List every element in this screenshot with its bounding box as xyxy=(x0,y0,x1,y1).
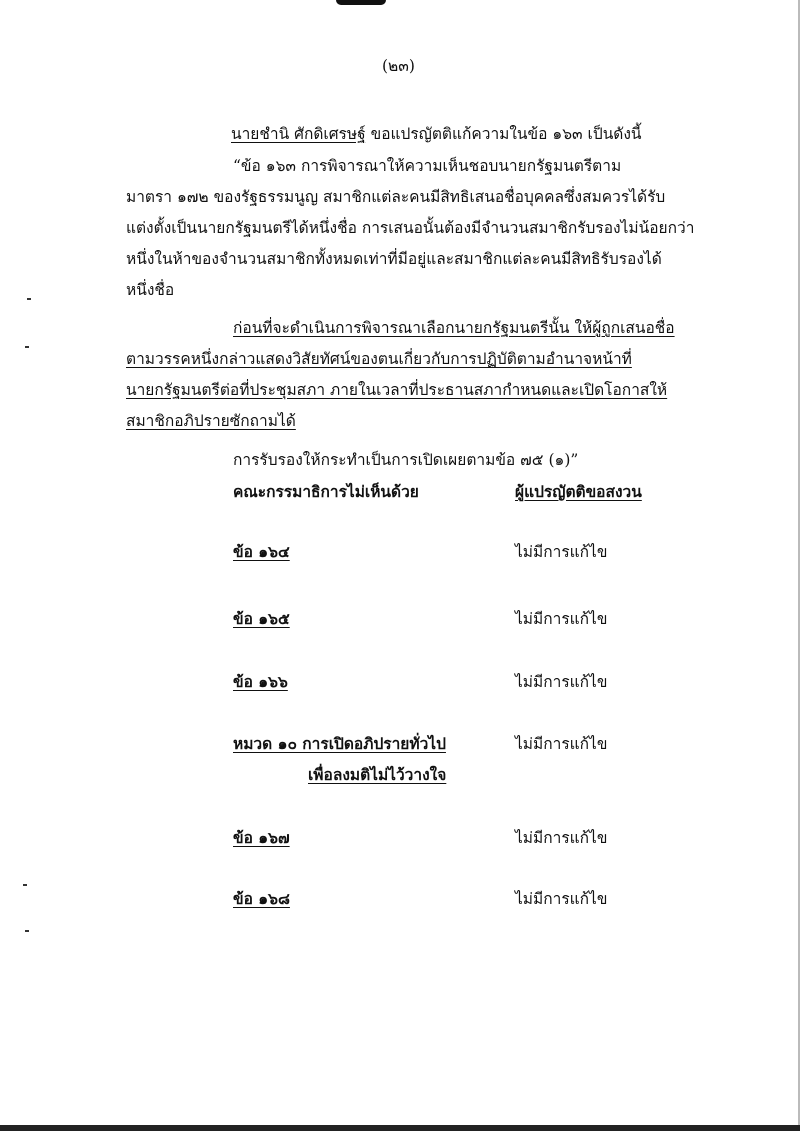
clause-163-line-4: หนึ่งในห้าของจำนวนสมาชิกทั้งหมดเท่าที่มีอยู่และสมาชิกแต่ละคนมีสิทธิรับรองได้ xyxy=(126,250,662,268)
row-clause-167: ข้อ ๑๖๗ xyxy=(233,828,290,847)
scan-speck xyxy=(23,884,27,886)
clause-163-para3: การรับรองให้กระทำเป็นการเปิดเผยตามข้อ ๗๕ (๑)” xyxy=(233,451,579,469)
clause-163-para2-line-2: ตามวรรคหนึ่งกล่าวแสดงวิสัยทัศน์ของตนเกี่ยวกับการปฏิบัติตามอำนาจหน้าที่ xyxy=(126,350,632,368)
row-clause-165-status: ไม่มีการแก้ไข xyxy=(515,610,608,628)
clause-163-line-3: แต่งตั้งเป็นนายกรัฐมนตรีได้หนึ่งชื่อ การเสนอนั้นต้องมีจำนวนสมาชิกรับรองไม่น้อยกว่า xyxy=(126,219,695,237)
page-number: (๒๓) xyxy=(382,57,415,75)
row-clause-164-status: ไม่มีการแก้ไข xyxy=(515,543,608,561)
amendment-intro: ขอแปรญัตติแก้ความในข้อ ๑๖๓ เป็นดังนี้ xyxy=(370,125,642,143)
proposer-name: นายชำนิ ศักดิเศรษฐ์ xyxy=(231,125,366,143)
row-chapter-10-subtitle: เพื่อลงมติไม่ไว้วางใจ xyxy=(308,765,447,784)
clause-163-line-2: มาตรา ๑๗๒ ของรัฐธรรมนูญ สมาชิกแต่ละคนมีสิทธิเสนอชื่อบุคคลซึ่งสมควรได้รับ xyxy=(126,188,666,206)
bottom-scan-edge xyxy=(0,1125,800,1131)
clause-163-para2-line-4: สมาชิกอภิปรายซักถามได้ xyxy=(126,412,296,430)
scan-speck xyxy=(27,298,31,300)
amendment-intro-line xyxy=(231,124,642,144)
row-clause-166-status: ไม่มีการแก้ไข xyxy=(515,673,608,691)
committee-column-header: คณะกรรมาธิการไม่เห็นด้วย xyxy=(233,482,419,501)
row-clause-167-status: ไม่มีการแก้ไข xyxy=(515,829,608,847)
top-scan-blot xyxy=(336,0,386,5)
clause-163-line-1: “ข้อ ๑๖๓ การพิจารณาให้ความเห็นชอบนายกรัฐมนตรีตาม xyxy=(233,157,622,175)
clause-163-para2-line-3: นายกรัฐมนตรีต่อที่ประชุมสภา ภายในเวลาที่ประธานสภากำหนดและเปิดโอกาสให้ xyxy=(126,381,668,399)
row-clause-168-status: ไม่มีการแก้ไข xyxy=(515,890,608,908)
clause-163-para2-line-1: ก่อนที่จะดำเนินการพิจารณาเลือกนายกรัฐมนตรีนั้น ให้ผู้ถูกเสนอชื่อ xyxy=(233,319,675,337)
row-chapter-10-title: หมวด ๑๐ การเปิดอภิปรายทั่วไป xyxy=(233,734,446,753)
row-clause-166: ข้อ ๑๖๖ xyxy=(233,672,288,691)
row-chapter-10-status: ไม่มีการแก้ไข xyxy=(515,735,608,753)
row-clause-164: ข้อ ๑๖๔ xyxy=(233,542,290,561)
row-clause-165: ข้อ ๑๖๕ xyxy=(233,609,290,628)
clause-163-line-5: หนึ่งชื่อ xyxy=(126,281,175,299)
scan-speck xyxy=(25,930,29,932)
scan-speck xyxy=(25,346,29,348)
row-clause-168: ข้อ ๑๖๘ xyxy=(233,889,290,908)
reservation-column-header: ผู้แปรญัตติขอสงวน xyxy=(515,482,642,501)
